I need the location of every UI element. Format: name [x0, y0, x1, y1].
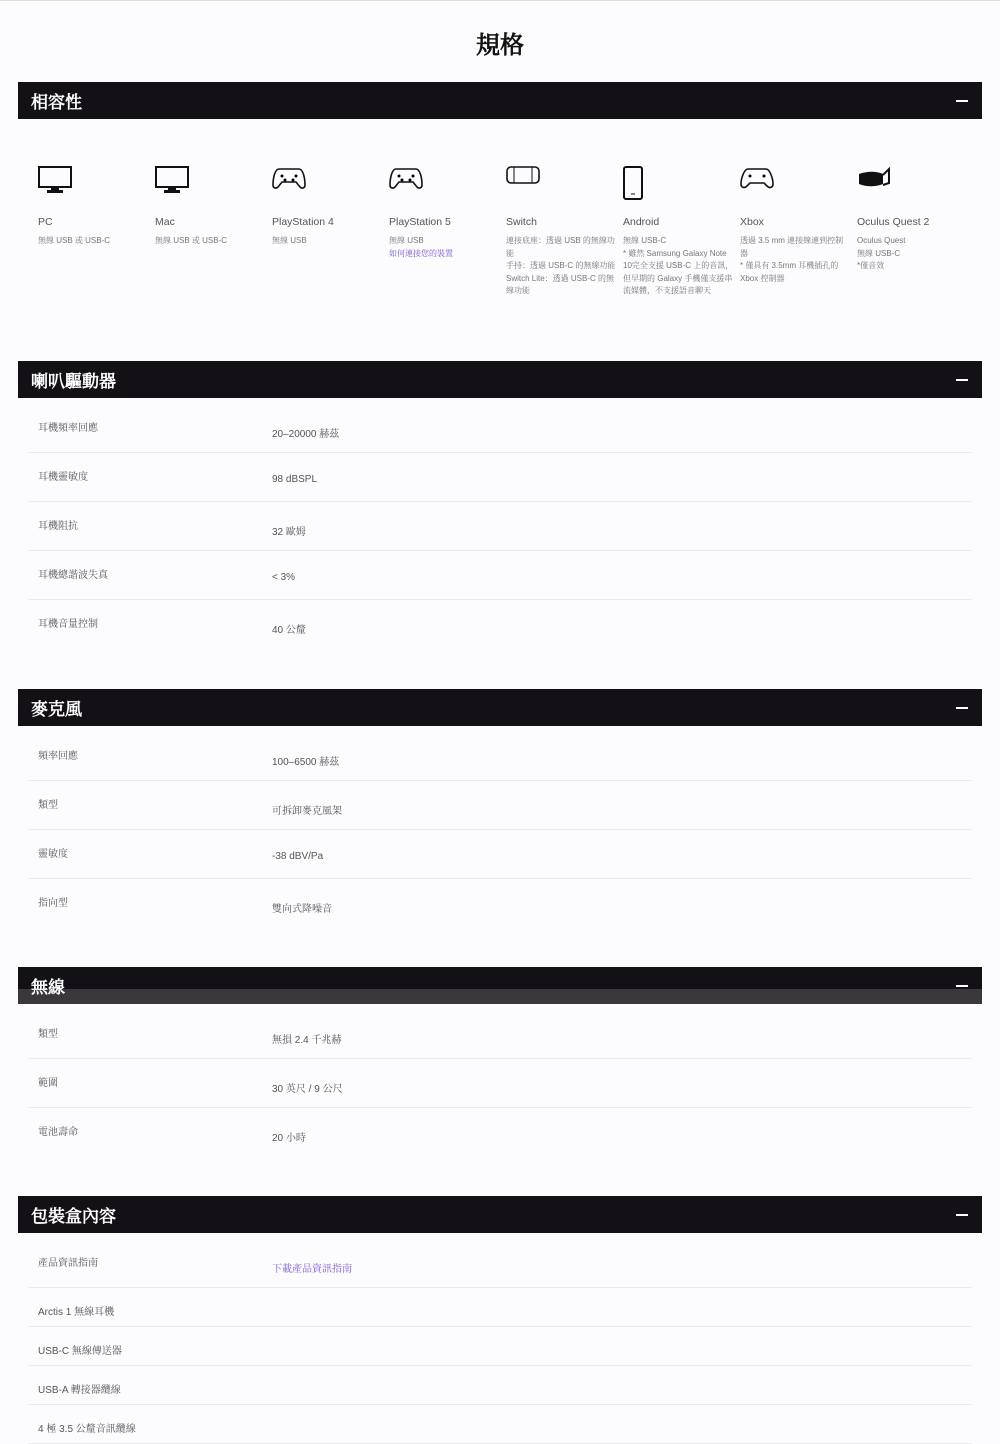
desc-line: 無線 USB-C — [623, 236, 667, 245]
row-label: 頻率回應 — [38, 751, 78, 762]
row-value: 20–20000 赫茲 — [272, 429, 340, 440]
table-row — [28, 879, 972, 928]
compat-item-playstation-5 — [389, 166, 506, 298]
collapse-icon[interactable] — [956, 707, 968, 709]
section-header-compat[interactable] — [18, 82, 982, 119]
platform-name: Xbox — [740, 216, 764, 228]
wireless-spec-table — [28, 1010, 972, 1157]
desc-line: * 僅具有 3.5mm 耳機插孔的 Xbox 控制器 — [740, 261, 839, 283]
monitor-icon — [155, 166, 266, 202]
switch-icon — [506, 166, 617, 202]
platform-desc — [38, 235, 149, 248]
speaker-spec-table — [28, 404, 972, 649]
platform-desc — [155, 235, 266, 248]
platform-name: Switch — [506, 216, 537, 228]
platform-name: Mac — [155, 216, 175, 228]
mic-spec-table — [28, 732, 972, 928]
platform-name: Oculus Quest 2 — [857, 216, 930, 228]
box-item-label: USB-A 轉接器纜線 — [38, 1385, 121, 1396]
table-row — [28, 551, 972, 600]
desc-line: 無線 USB — [389, 236, 424, 245]
phone-icon — [623, 166, 734, 202]
desc-line: 無線 USB-C — [857, 248, 901, 258]
platform-name: PC — [38, 216, 53, 228]
table-row — [28, 453, 972, 502]
section-header-speaker[interactable] — [18, 361, 982, 398]
platform-desc — [272, 235, 383, 248]
box-contents-table — [28, 1239, 972, 1444]
desc-line: * 雖然 Samsung Galaxy Note 10完全支援 USB-C 上的音訊，但早期的 Galaxy 手機僅支援串流媒體，不支援語音聊天 — [623, 248, 734, 296]
row-value: 20 小時 — [272, 1133, 306, 1144]
desc-line: 手持：透過 USB-C 的無線功能 — [506, 261, 616, 271]
row-value: -38 dBV/Pa — [272, 851, 324, 862]
table-row — [28, 1010, 972, 1059]
table-row — [28, 502, 972, 551]
row-label: 耳機總諧波失真 — [38, 570, 108, 581]
box-item-label: USB-C 無線傳送器 — [38, 1346, 122, 1357]
desc-line: Switch Lite：透過 USB-C 的無線功能 — [506, 273, 615, 296]
row-value: 98 dBSPL — [272, 474, 318, 485]
desc-line: Oculus Quest — [857, 236, 906, 245]
row-label: 指向型 — [38, 898, 68, 909]
page-title: 規格 — [476, 32, 524, 59]
row-value: 32 歐姆 — [272, 527, 306, 538]
collapse-icon[interactable] — [956, 379, 968, 381]
platform-name: Android — [623, 216, 660, 228]
row-value: 40 公釐 — [272, 625, 306, 636]
section-title: 包裝盒內容 — [31, 1207, 116, 1226]
desc-line: 透過 3.5 mm 連接線連到控制器 — [740, 236, 844, 258]
row-label: 電池壽命 — [38, 1127, 78, 1138]
section-header-wireless[interactable] — [18, 967, 982, 1004]
row-value: 無損 2.4 千兆赫 — [272, 1035, 342, 1046]
table-row — [28, 1108, 972, 1157]
box-item — [28, 1405, 972, 1444]
table-row — [28, 1059, 972, 1108]
section-title: 相容性 — [31, 93, 82, 112]
desc-line: 無線 USB — [272, 236, 307, 245]
desc-line: *僅音效 — [857, 261, 885, 271]
compat-item-playstation-4 — [272, 166, 389, 298]
row-value: 雙向式降噪音 — [272, 904, 332, 915]
compat-item-mac — [155, 166, 272, 298]
row-label: 範圍 — [38, 1078, 58, 1089]
collapse-icon[interactable] — [956, 1214, 968, 1216]
platform-desc — [623, 235, 734, 298]
platform-desc — [740, 235, 851, 285]
connect-device-link[interactable]: 如何連接您的裝置 — [389, 248, 453, 258]
table-row — [28, 600, 972, 649]
table-row — [28, 404, 972, 453]
section-header-box[interactable] — [18, 1196, 982, 1233]
table-row — [28, 732, 972, 781]
platform-desc — [857, 235, 968, 273]
desc-line: 無線 USB 或 USB-C — [38, 236, 111, 245]
gamepad-icon — [272, 166, 383, 202]
row-label: 耳機阻抗 — [38, 521, 78, 532]
box-item-label: Arctis 1 無線耳機 — [38, 1307, 115, 1318]
collapse-icon[interactable] — [956, 100, 968, 102]
compatibility-grid — [38, 166, 974, 298]
section-title: 無線 — [31, 978, 65, 997]
row-value: < 3% — [272, 572, 296, 583]
box-item — [28, 1327, 972, 1366]
compat-item-xbox — [740, 166, 857, 298]
download-guide-link[interactable]: 下載產品資訊指南 — [272, 1264, 352, 1275]
box-item — [28, 1366, 972, 1405]
table-row — [28, 781, 972, 830]
compat-item-pc — [38, 166, 155, 298]
desc-line: 無線 USB 或 USB-C — [155, 236, 228, 245]
platform-name: PlayStation 4 — [272, 216, 334, 228]
row-value: 100–6500 赫茲 — [272, 757, 340, 768]
row-label: 耳機音量控制 — [38, 619, 98, 630]
box-item-label: 4 極 3.5 公釐音訊纜線 — [38, 1424, 136, 1435]
row-label: 產品資訊指南 — [38, 1258, 98, 1269]
row-label: 耳機靈敏度 — [38, 472, 88, 483]
platform-desc — [389, 235, 500, 260]
table-row — [28, 1239, 972, 1288]
section-title: 喇叭驅動器 — [31, 372, 116, 391]
table-row — [28, 830, 972, 879]
compat-item-oculus-quest-2 — [857, 166, 974, 298]
collapse-icon[interactable] — [956, 985, 968, 987]
row-value: 可拆卸麥克風架 — [272, 806, 342, 817]
row-label: 靈敏度 — [38, 849, 68, 860]
row-value: 30 英尺 / 9 公尺 — [272, 1084, 343, 1095]
row-label: 類型 — [38, 1029, 58, 1040]
platform-name: PlayStation 5 — [389, 216, 451, 228]
monitor-icon — [38, 166, 149, 202]
section-title: 麥克風 — [31, 700, 82, 719]
compat-item-android — [623, 166, 740, 298]
vr-headset-icon — [857, 166, 968, 202]
gamepad-icon — [389, 166, 500, 202]
box-item — [28, 1288, 972, 1327]
section-header-mic[interactable] — [18, 689, 982, 726]
compat-item-switch — [506, 166, 623, 298]
row-label: 類型 — [38, 800, 58, 811]
xbox-controller-icon — [740, 166, 851, 202]
row-label: 耳機頻率回應 — [38, 423, 98, 434]
desc-line: 連接底座：透過 USB 的無線功能 — [506, 236, 615, 258]
platform-desc — [506, 235, 617, 298]
